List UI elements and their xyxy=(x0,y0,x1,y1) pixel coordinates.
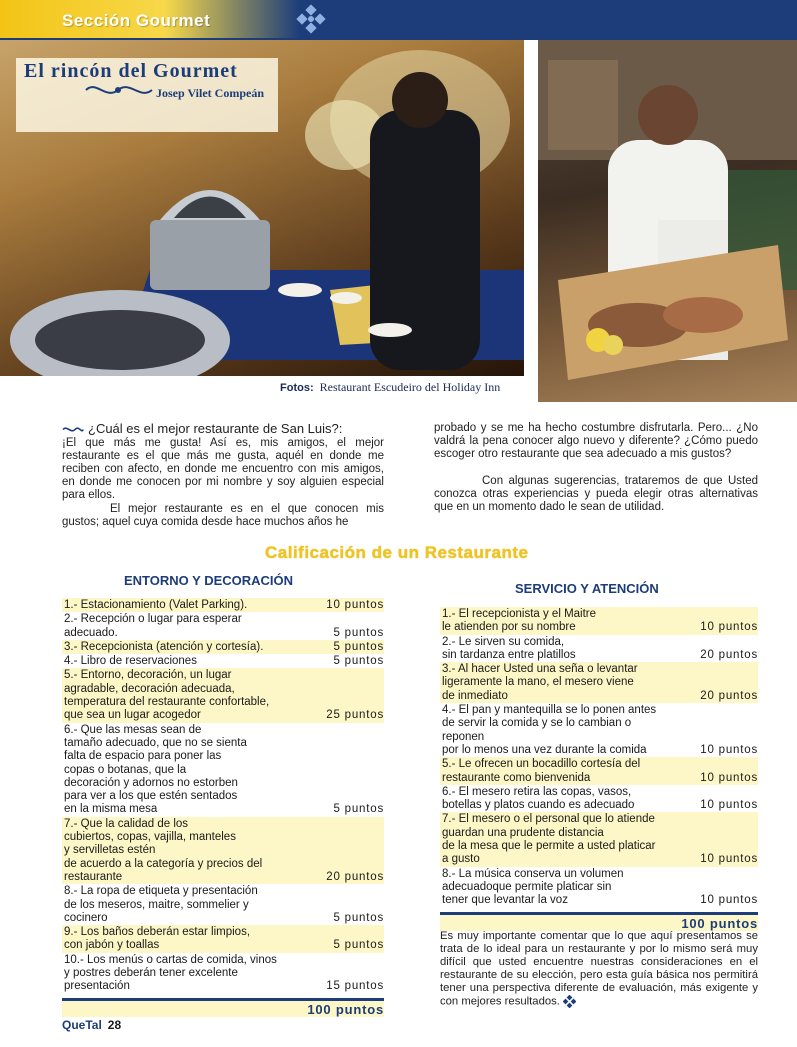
rating-item xyxy=(62,884,384,925)
rating-item-points: 10 puntos xyxy=(700,799,758,812)
rating-item-text: 8.- La música conserva un volumen adecuadoque permite platicar sin tener que levantar la voz xyxy=(442,867,624,907)
rating-item-text: 8.- La ropa de etiqueta y presentación de los meseros, maitre, sommelier y cocinero xyxy=(64,885,258,924)
article-title: El rincón del Gourmet xyxy=(24,60,238,82)
rating-item-points: 5 puntos xyxy=(333,640,384,653)
photo-credit-text: Restaurant Escudeiro del Holiday Inn xyxy=(319,380,501,394)
rating-item-points: 10 puntos xyxy=(700,743,758,756)
rating-item-points: 20 puntos xyxy=(700,648,758,661)
ornament-icon xyxy=(84,78,154,102)
rating-item xyxy=(440,703,758,757)
magazine-name: QueTal xyxy=(62,1018,102,1032)
intro-paragraph-1: ¡El que más me gusta! Así es, mis amigos, el mejor restaurante es el que más me gusta, aquél en donde me reciben con afecto, en donde me encuentro con mis amigos, en donde me conocen por mi nombre y soy alguien especial para ellos. xyxy=(62,437,384,501)
rating-item xyxy=(440,662,758,703)
intro-paragraph-3: probado y se me ha hecho costumbre disfrutarla. Pero... ¿No valdrá la pena conocer algo nuevo y diferente? ¿Cómo puedo escoger otro restaurante que sea adecuado a mis gustos? xyxy=(434,422,758,460)
rating-item-text: 6.- Que las mesas sean de tamaño adecuado, que no se sienta falta de espacio para poner las copas o botanas, que la decoración y adornos no estorben para ver a los que estén sentados en la misma mesa xyxy=(64,723,247,816)
waiter-photo-illustration xyxy=(538,40,797,402)
rating-item-text: 5.- Le ofrecen un bocadillo cortesía del restaurante como bienvenida xyxy=(442,758,641,784)
rating-item-text: 7.- Que la calidad de los cubiertos, copas, vajilla, manteles y servilletas estén de acuerdo a la categoría y precios del restaurante xyxy=(64,817,263,883)
rating-item-points: 25 puntos xyxy=(326,709,384,722)
intro-left-column xyxy=(62,422,384,529)
rating-item-text: 6.- El mesero retira las copas, vasos, botellas y platos cuando es adecuado xyxy=(442,785,635,812)
rating-item-text: 10.- Los menús o cartas de comida, vinos y postres deberán tener excelente presentación xyxy=(64,953,277,993)
rating-item xyxy=(62,612,384,640)
rating-item xyxy=(440,812,758,866)
rating-item xyxy=(62,640,384,654)
page-footer xyxy=(62,1018,121,1032)
rating-item-points: 5 puntos xyxy=(333,803,384,816)
photo-credit xyxy=(280,380,500,395)
rating-item xyxy=(62,654,384,668)
rating-heading: Calificación de un Restaurante xyxy=(265,543,529,562)
author-name: Josep Vilet Compeán xyxy=(156,86,264,100)
rating-item xyxy=(62,817,384,884)
rating-item-points: 5 puntos xyxy=(333,626,384,639)
rating-item-text: 4.- Libro de reservaciones xyxy=(64,655,197,668)
rating-item xyxy=(440,757,758,785)
rating-item-points: 10 puntos xyxy=(700,894,758,907)
rating-item-text: 1.- El recepcionista y el Maitre le atienden por su nombre xyxy=(442,608,597,634)
rating-item-text: 7.- El mesero o el personal que lo atiende guardan una prudente distancia de la mesa que le permite a usted platicar a gusto xyxy=(442,813,656,866)
rating-item xyxy=(440,635,758,663)
rating-item-points: 10 puntos xyxy=(700,771,758,784)
intro-question-line xyxy=(62,422,384,437)
rating-item xyxy=(62,598,384,612)
rating-item xyxy=(62,953,384,994)
photo-credit-label: Fotos: xyxy=(280,382,314,394)
rating-item-points: 5 puntos xyxy=(333,655,384,668)
intro-question: ¿Cuál es el mejor restaurante de San Luis?: xyxy=(88,421,343,436)
intro-paragraph-4: Con algunas sugerencias, trataremos de que Usted conozca otras experiencias y pueda elegir otras alternativas que en un momento dado le sean de utilidad. xyxy=(434,475,758,513)
servicio-rating-list xyxy=(440,607,758,931)
closing-text: Es muy importante comentar que lo que aquí presentamos se trata de lo ideal para un restaurante y por lo mismo será muy difícil que usted encuentre nuestras consideraciones en el restaurante de su elección, pero esta guía básica nos permitirá tener una perspectiva diferente de evaluación, más exigente y con mejores resultados. xyxy=(440,930,758,1008)
cross-logo-icon xyxy=(296,4,326,34)
rating-item-text: 9.- Los baños deberán estar limpios, con jabón y toallas xyxy=(64,926,251,952)
right-total: 100 puntos xyxy=(440,915,758,931)
rating-item xyxy=(62,723,384,817)
rating-item xyxy=(440,607,758,635)
entorno-rating-list xyxy=(62,598,384,1017)
rating-item-text: 3.- Al hacer Usted una seña o levantar ligeramente la mano, el mesero viene de inmediato xyxy=(442,663,638,702)
rating-item-text: 3.- Recepcionista (atención y cortesía). xyxy=(64,640,264,653)
rating-item-points: 5 puntos xyxy=(333,939,384,952)
left-total: 100 puntos xyxy=(62,1001,384,1017)
rating-item xyxy=(440,867,758,908)
rating-item-text: 1.- Estacionamiento (Valet Parking). xyxy=(64,599,248,611)
rating-item-points: 20 puntos xyxy=(326,870,384,883)
rating-item-points: 10 puntos xyxy=(700,853,758,866)
intro-paragraph-2: El mejor restaurante es en el que conocen mis gustos; aquel cuya comida desde hace muchos años he xyxy=(62,503,384,528)
rating-item-points: 20 puntos xyxy=(700,689,758,702)
rating-item-points: 5 puntos xyxy=(333,911,384,924)
rating-item-points: 10 puntos xyxy=(700,621,758,634)
closing-paragraph xyxy=(440,930,758,1008)
rating-item xyxy=(440,785,758,813)
end-cross-icon xyxy=(563,995,576,1008)
section-label: Sección Gourmet xyxy=(62,11,211,30)
rating-item xyxy=(62,668,384,722)
waiter-photo xyxy=(538,40,797,402)
rating-item-text: 2.- Le sirven su comida, sin tardanza entre platillos xyxy=(442,635,576,661)
rating-item xyxy=(62,925,384,953)
rating-item-text: 4.- El pan y mantequilla se lo ponen antes de servir la comida y se lo cambian o reponen por lo menos una vez durante la comida xyxy=(442,704,657,756)
page-number: 28 xyxy=(107,1018,122,1032)
right-column-title: SERVICIO Y ATENCIÓN xyxy=(515,581,659,596)
rating-item-points: 10 puntos xyxy=(326,599,384,611)
intro-right-column xyxy=(434,422,758,514)
left-column-title: ENTORNO Y DECORACIÓN xyxy=(124,573,294,588)
fish-ornament-icon xyxy=(62,425,84,434)
rating-item-points: 15 puntos xyxy=(326,980,384,993)
rating-item-text: 2.- Recepción o lugar para esperar adecuado. xyxy=(64,613,242,639)
rating-item-text: 5.- Entorno, decoración, un lugar agradable, decoración adecuada, temperatura del restaurante confortable, que sea un lugar acogedor xyxy=(64,669,270,722)
